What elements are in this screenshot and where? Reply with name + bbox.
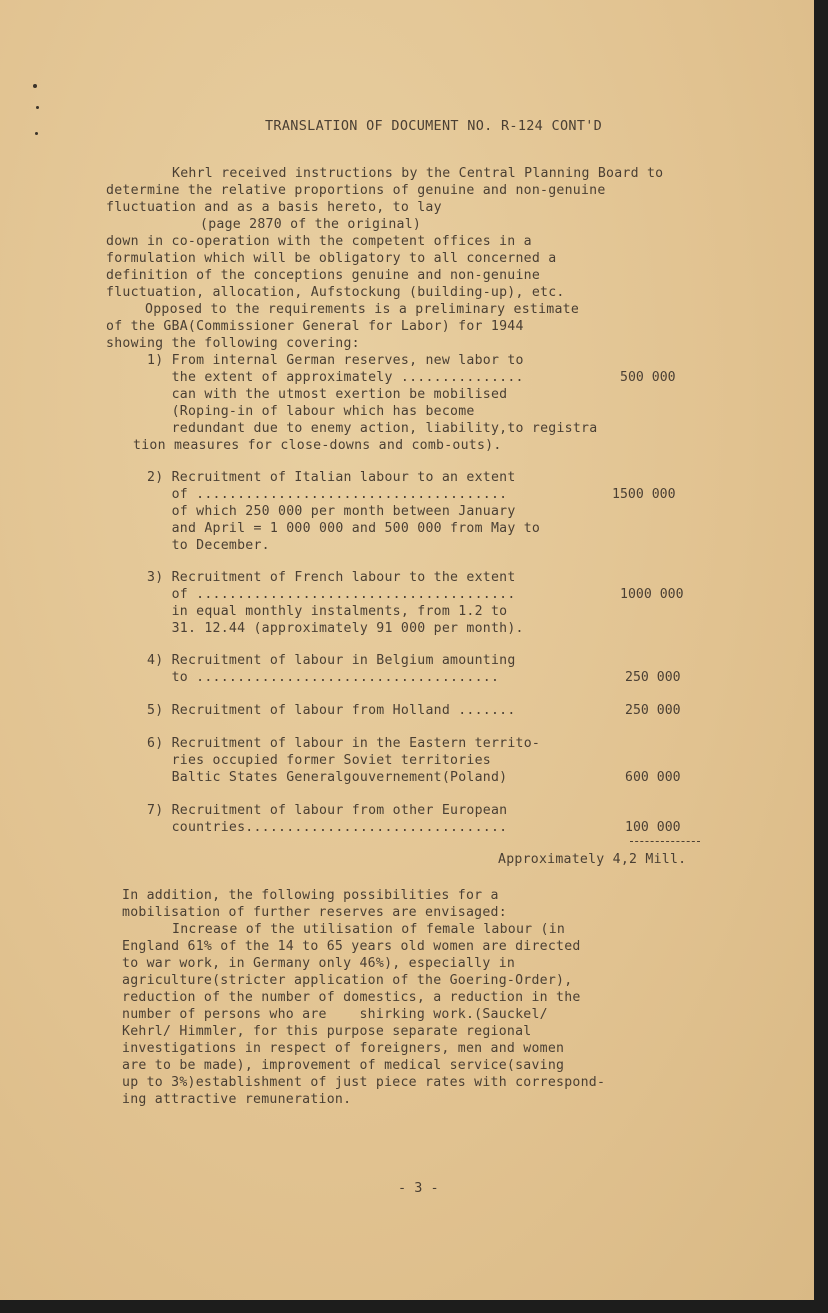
page-reference: (page 2870 of the original)	[200, 217, 422, 232]
scan-background-right	[814, 0, 828, 1313]
item-amount: 250 000	[625, 703, 681, 718]
list-item-line: 6) Recruitment of labour in the Eastern territo-	[147, 736, 541, 751]
list-item-line: ries occupied former Soviet territories	[147, 753, 491, 768]
punch-mark	[33, 84, 37, 88]
list-item-line: Baltic States Generalgouvernement(Poland)	[147, 770, 508, 785]
text-line: fluctuation, allocation, Aufstockung (building-up), etc.	[106, 285, 565, 300]
text-line: investigations in respect of foreigners, men and women	[122, 1041, 565, 1056]
list-item-line: 2) Recruitment of Italian labour to an extent	[147, 470, 516, 485]
text-line: fluctuation and as a basis hereto, to lay	[106, 200, 442, 215]
list-item-line: to December.	[147, 538, 270, 553]
text-line: down in co-operation with the competent offices in a	[106, 234, 532, 249]
list-item-line: of .......................................	[147, 587, 516, 602]
list-item-line: redundant due to enemy action, liability,to registra	[147, 421, 598, 436]
list-item-line: to .....................................	[147, 670, 500, 685]
list-item-line: of ......................................	[147, 487, 508, 502]
punch-mark	[36, 106, 39, 109]
list-item-line: the extent of approximately ...............	[147, 370, 524, 385]
list-item-line: 5) Recruitment of labour from Holland .......	[147, 703, 516, 718]
text-line: up to 3%)establishment of just piece rates with correspond-	[122, 1075, 606, 1090]
total-rule	[630, 841, 700, 842]
total-amount: Approximately 4,2 Mill.	[498, 852, 687, 867]
page-number: - 3 -	[398, 1180, 439, 1196]
item-amount: 250 000	[625, 670, 681, 685]
text-line: formulation which will be obligatory to all concerned a	[106, 251, 557, 266]
list-item-line: 3) Recruitment of French labour to the extent	[147, 570, 516, 585]
punch-mark	[35, 132, 38, 135]
scan-background-bottom	[0, 1300, 828, 1313]
list-item-line: 4) Recruitment of labour in Belgium amounting	[147, 653, 516, 668]
list-item-line: and April = 1 000 000 and 500 000 from May to	[147, 521, 541, 536]
item-amount: 600 000	[625, 770, 681, 785]
text-line: Kehrl received instructions by the Central Planning Board to	[172, 166, 664, 181]
text-line: Opposed to the requirements is a preliminary estimate	[145, 302, 580, 317]
document-heading: TRANSLATION OF DOCUMENT NO. R-124 CONT'D	[265, 118, 603, 134]
text-line: of the GBA(Commissioner General for Labor) for 1944	[106, 319, 524, 334]
item-amount: 1500 000	[612, 487, 676, 502]
text-line: number of persons who are shirking work.(Sauckel/	[122, 1007, 548, 1022]
item-amount: 500 000	[620, 370, 676, 385]
text-line: England 61% of the 14 to 65 years old women are directed	[122, 939, 581, 954]
list-item-line: in equal monthly instalments, from 1.2 to	[147, 604, 508, 619]
text-line: definition of the conceptions genuine and non-genuine	[106, 268, 541, 283]
text-line: determine the relative proportions of genuine and non-genuine	[106, 183, 606, 198]
item-amount: 1000 000	[620, 587, 684, 602]
list-item-line: of which 250 000 per month between January	[147, 504, 516, 519]
text-line: mobilisation of further reserves are envisaged:	[122, 905, 507, 920]
list-item-line: 31. 12.44 (approximately 91 000 per month).	[147, 621, 524, 636]
list-item-line: 1) From internal German reserves, new labor to	[147, 353, 524, 368]
text-line: Kehrl/ Himmler, for this purpose separate regional	[122, 1024, 532, 1039]
list-item-line: 7) Recruitment of labour from other European	[147, 803, 508, 818]
list-item-line: can with the utmost exertion be mobilised	[147, 387, 508, 402]
item-amount: 100 000	[625, 820, 681, 835]
text-line: showing the following covering:	[106, 336, 360, 351]
text-line: In addition, the following possibilities for a	[122, 888, 499, 903]
text-line: Increase of the utilisation of female labour (in	[172, 922, 566, 937]
list-item-line: (Roping-in of labour which has become	[147, 404, 475, 419]
text-line: agriculture(stricter application of the Goering-Order),	[122, 973, 573, 988]
text-line: ing attractive remuneration.	[122, 1092, 352, 1107]
text-line: are to be made), improvement of medical service(saving	[122, 1058, 565, 1073]
text-line: to war work, in Germany only 46%), especially in	[122, 956, 516, 971]
list-item-line: tion measures for close-downs and comb-outs).	[133, 438, 502, 453]
list-item-line: countries................................	[147, 820, 508, 835]
text-line: reduction of the number of domestics, a reduction in the	[122, 990, 581, 1005]
